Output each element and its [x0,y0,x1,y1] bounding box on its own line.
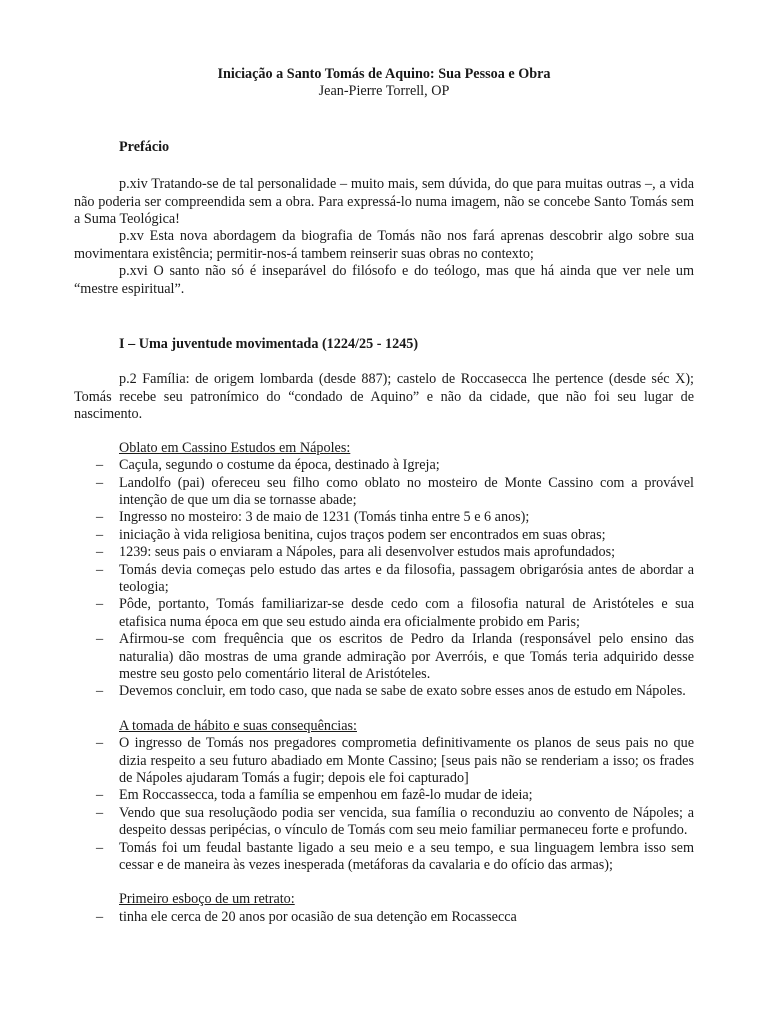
list-item-text: iniciação à vida religiosa benitina, cujos traços podem ser encontrados em suas obras; [119,526,606,543]
list-item [74,475,694,510]
list-item [74,596,694,631]
dash-bullet: – [96,509,104,526]
dash-bullet: – [96,561,104,578]
list-item [74,840,694,875]
spacer [74,298,694,336]
spacer [74,101,694,139]
dash-bullet: – [96,596,104,613]
list-item [74,509,694,526]
list-item [74,631,694,683]
list-item-text: 1239: seus pais o enviaram a Nápoles, para ali desenvolver estudos mais aprofundados; [119,544,616,561]
list-item-text: Em Roccassecca, toda a família se empenhou em fazê-lo mudar de ideia; [119,787,533,804]
dash-bullet: – [96,526,104,543]
document-author: Jean-Pierre Torrell, OP [318,83,450,100]
prefacio-paragraph-2: p.xv Esta nova abordagem da biografia de Tomás não nos fará aprenas descobrir algo sobre sua movimentara existência; permitir-nos-á tambem reinserir suas obras no contexto; [74,228,694,262]
list-item [74,544,694,561]
spacer [74,701,694,718]
list-item [74,787,694,804]
bullet-list-retrato [74,909,694,926]
dash-bullet: – [96,804,104,821]
prefacio-paragraph-1: p.xiv Tratando-se de tal personalidade – muito mais, sem dúvida, do que para muitas outras –, a vida não poderia ser compreendida sem a obra. Para expressá-lo numa imagem, não se concebe Santo Tomás sem a Suma Teológica! [74,176,694,228]
list-item-text: Vendo que sua resoluçãodo podia ser vencida, sua família o reconduziu ao convento de Nápoles; a despeito dessas peripécias, o vínculo de Tomás com seu meio familiar permaneceu forte e profundo. [119,804,694,839]
list-item [74,683,694,700]
list-item-text: Landolfo (pai) ofereceu seu filho como oblato no mosteiro de Monte Cassino com a provável intenção de que um dia se tornasse abade; [119,474,694,508]
dash-bullet: – [96,457,104,474]
list-item [74,909,694,926]
spacer [74,353,694,371]
list-item-text: Tomás foi um feudal bastante ligado a seu meio e a seu tempo, e sua linguagem lembra isso sem cessar e de maneira às vezes inesperada (metáforas da cavalaria e do ofício das armas); [119,839,694,874]
section-subheading-habito: A tomada de hábito e suas consequências: [119,717,357,734]
document-title: Iniciação a Santo Tomás de Aquino: Sua Pessoa e Obra [217,66,551,82]
list-item [74,527,694,544]
list-item [74,735,694,787]
bullet-list-oblato [74,457,694,701]
list-item [74,805,694,840]
spacer [74,424,694,440]
spacer [74,156,694,176]
dash-bullet: – [96,908,104,925]
document-content [74,66,694,926]
section-subheading-oblato: Oblato em Cassino Estudos em Nápoles: [119,439,351,456]
list-item [74,562,694,597]
chapter-heading: I – Uma juventude movimentada (1224/25 - 1245) [119,336,419,353]
list-item-text: Devemos concluir, em todo caso, que nada se sabe de exato sobre esses anos de estudo em Nápoles. [119,683,686,700]
bullet-list-habito [74,735,694,874]
section-subheading-retrato: Primeiro esboço de um retrato: [119,891,295,908]
list-item-text: Caçula, segundo o costume da época, destinado à Igreja; [119,457,440,474]
dash-bullet: – [96,735,104,752]
list-item-text: Tomás devia começas pelo estudo das artes e da filosofia, passagem obrigarósia antes de abordar a teologia; [119,561,694,595]
chapter-intro-paragraph: p.2 Família: de origem lombarda (desde 887); castelo de Roccasecca lhe pertence (desde séc X); Tomás recebe seu patronímico do “condado de Aquino” e não da cidade, que não foi seu lugar de nascimento. [74,371,694,423]
list-item-text: Afirmou-se com frequência que os escritos de Pedro da Irlanda (responsável pelo ensino das naturalia) dão mostras de uma grande admiração por Averróis, e que Tomás teria adquirido desse mestre seu gosto pelo comentário literal de Aristóteles. [119,631,694,682]
list-item-text: Ingresso no mosteiro: 3 de maio de 1231 (Tomás tinha entre 5 e 6 anos); [119,509,530,526]
dash-bullet: – [96,631,104,648]
dash-bullet: – [96,474,104,491]
dash-bullet: – [96,544,104,561]
list-item-text: tinha ele cerca de 20 anos por ocasião de sua detenção em Rocassecca [119,908,517,925]
dash-bullet: – [96,787,104,804]
dash-bullet: – [96,839,104,856]
dash-bullet: – [96,683,104,700]
list-item-text: Pôde, portanto, Tomás familiarizar-se desde cedo com a filosofia natural de Aristóteles e sua etafisica numa época em que seu estudo ainda era oficialmente probido em Paris; [119,596,694,630]
prefacio-paragraph-3: p.xvi O santo não só é inseparável do filósofo e do teólogo, mas que há ainda que ver nele um “mestre espiritual”. [74,263,694,297]
list-item [74,457,694,474]
prefacio-heading: Prefácio [119,138,170,155]
list-item-text: O ingresso de Tomás nos pregadores comprometia definitivamente os planos de seus pais no que dizia respeito a seu futuro abadiado em Monte Cassino; [seus pais não se renderiam a isso; os frades de Nápoles ajudaram Tomás a fugir; depois ele foi capturado] [119,735,694,786]
spacer [74,874,694,891]
